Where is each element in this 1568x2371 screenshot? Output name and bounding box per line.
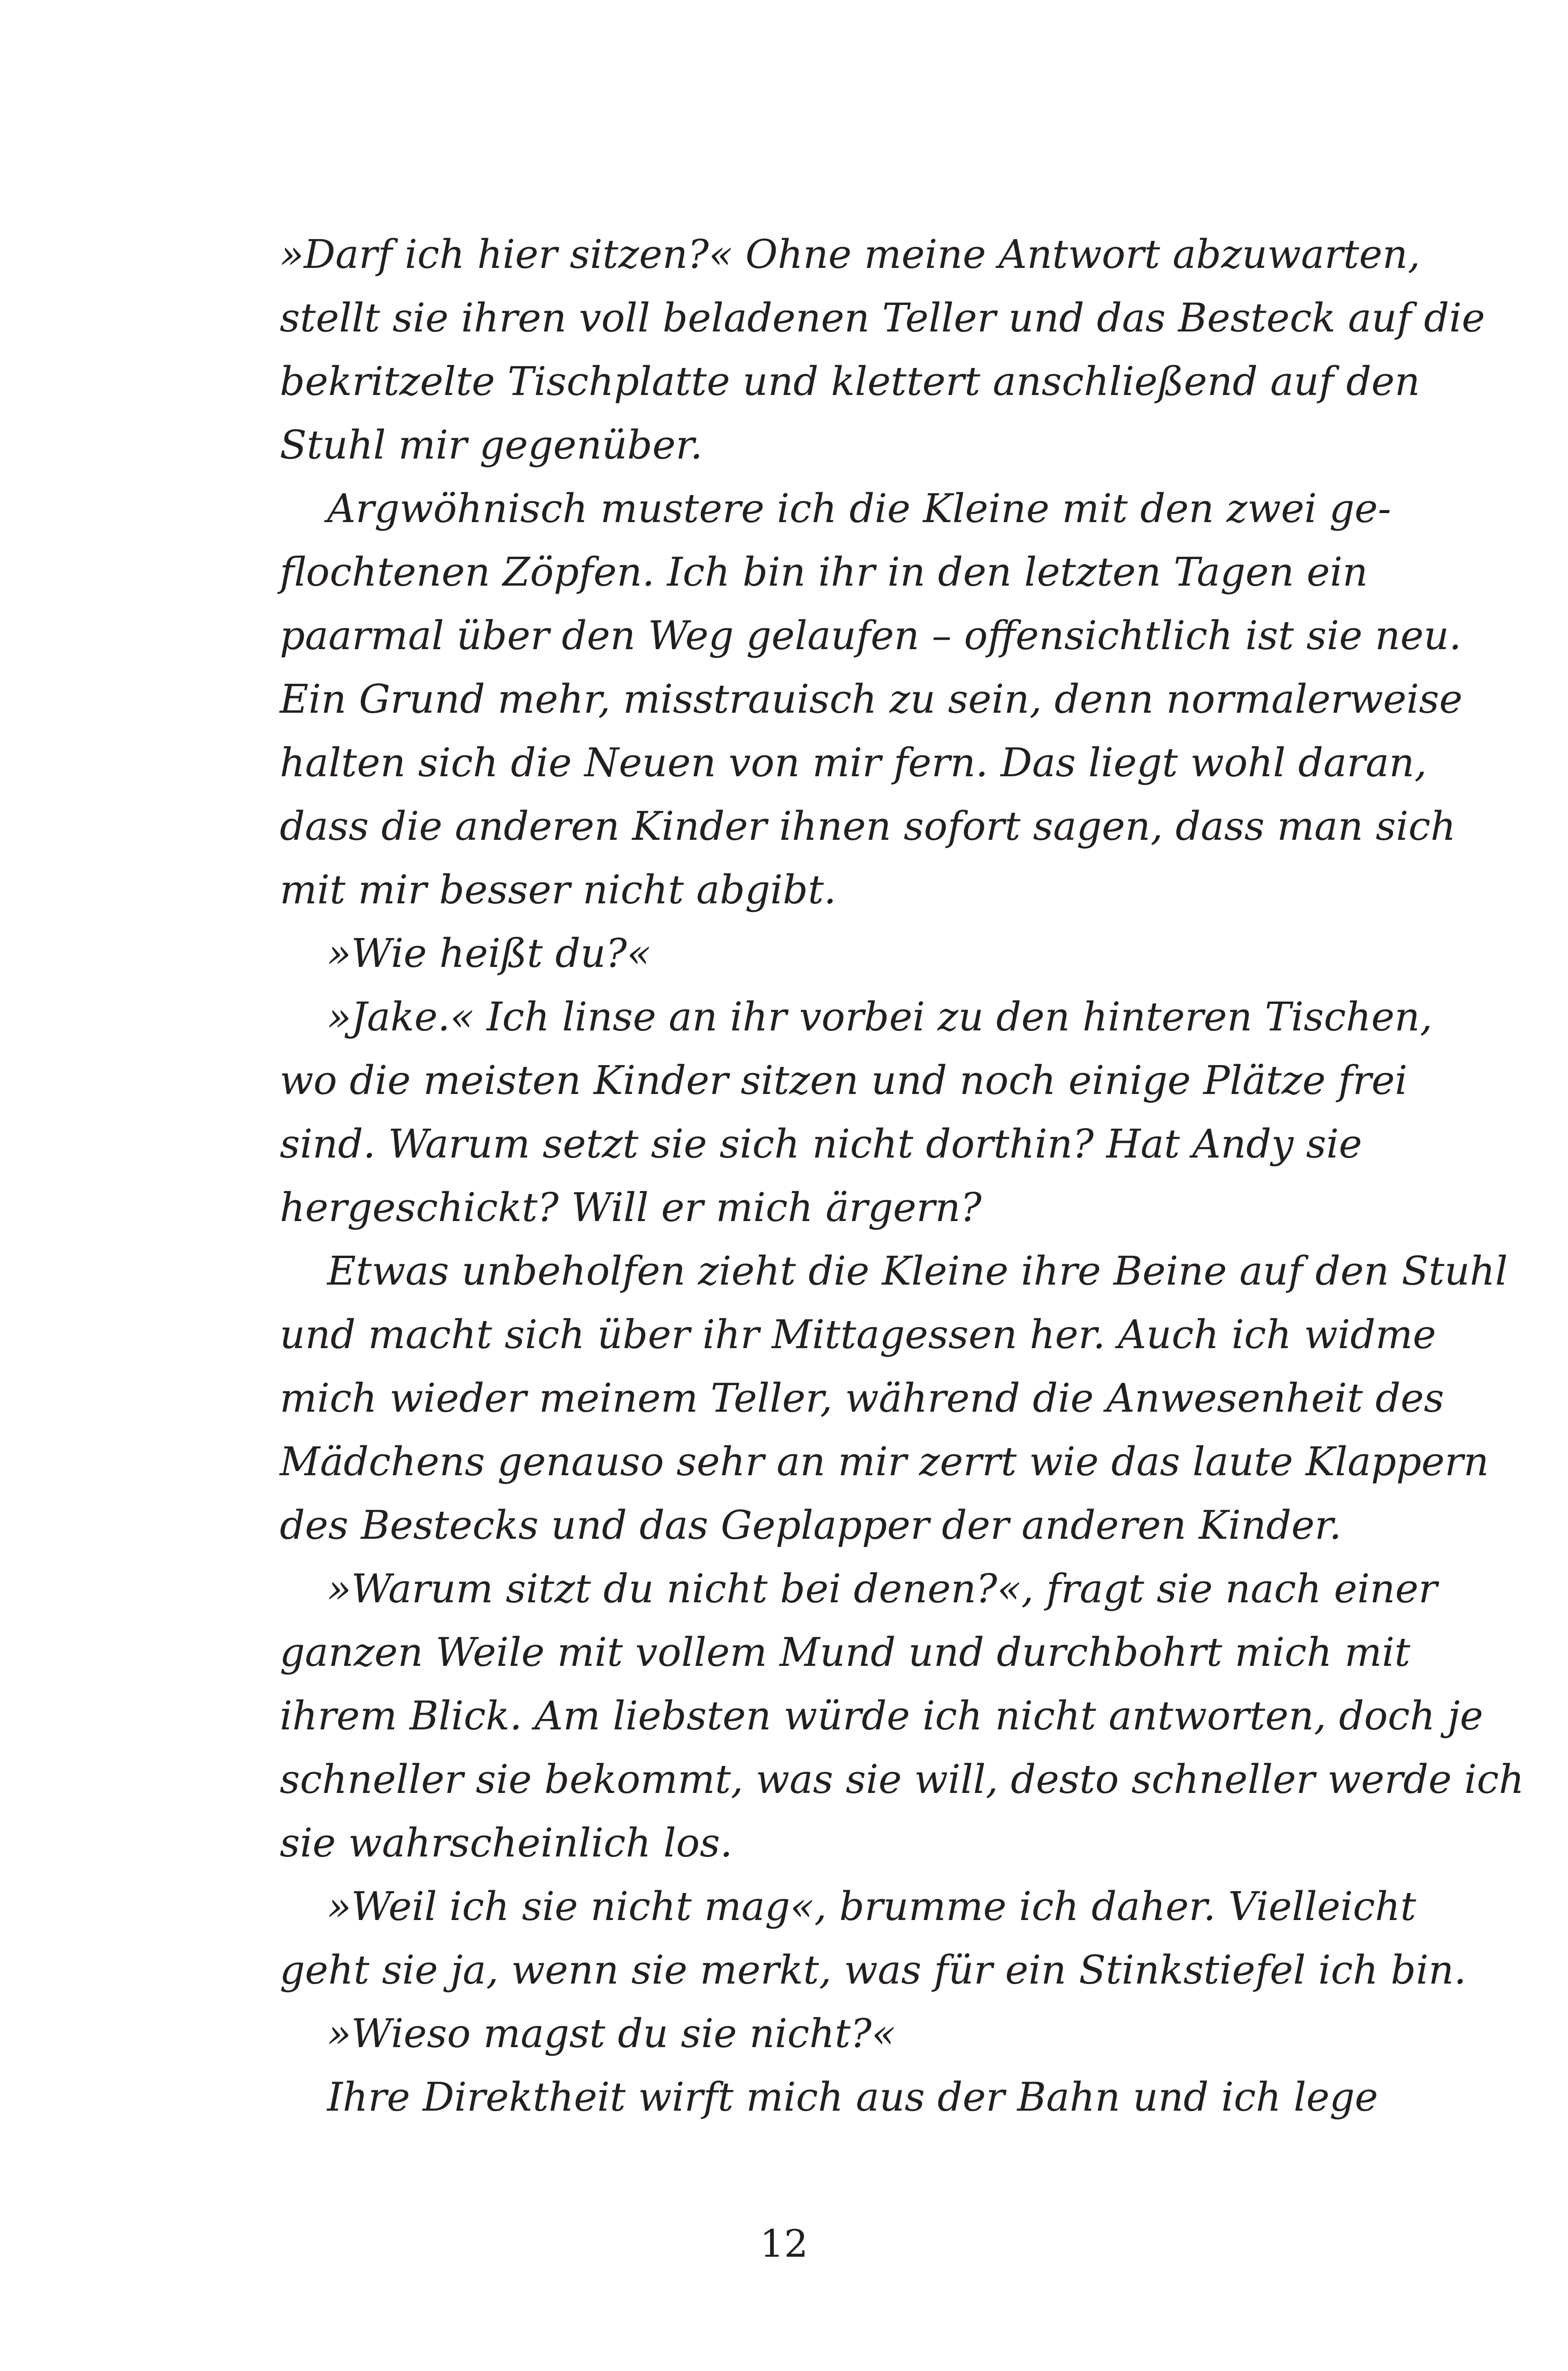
text-line: »Weil ich sie nicht mag«, brumme ich daher. Vielleicht — [327, 1884, 1416, 1930]
text-line: bekritzelte Tischplatte und klettert anschließend auf den — [280, 358, 1420, 404]
text-line: ganzen Weile mit vollem Mund und durchbohrt mich mit — [280, 1629, 1411, 1675]
text-line: und macht sich über ihr Mittagessen her. Auch ich widme — [280, 1312, 1436, 1358]
text-line: des Bestecks und das Geplapper der anderen Kinder. — [280, 1502, 1342, 1548]
text-line: »Warum sitzt du nicht bei denen?«, fragt sie nach einer — [327, 1566, 1438, 1612]
text-line: sie wahrscheinlich los. — [280, 1820, 733, 1866]
text-line: wo die meisten Kinder sitzen und noch einige Plätze frei — [280, 1057, 1408, 1103]
text-line: flochtenen Zöpfen. Ich bin ihr in den letzten Tagen ein — [280, 549, 1368, 595]
text-line: halten sich die Neuen von mir fern. Das liegt wohl daran, — [280, 740, 1427, 786]
text-line: sind. Warum setzt sie sich nicht dorthin? Hat Andy sie — [280, 1121, 1362, 1167]
text-line: ihrem Blick. Am liebsten würde ich nicht antworten, doch je — [280, 1693, 1484, 1739]
text-line: »Jake.« Ich linse an ihr vorbei zu den hinteren Tischen, — [327, 994, 1432, 1040]
text-line: Etwas unbeholfen zieht die Kleine ihre Beine auf den Stuhl — [327, 1248, 1508, 1294]
text-line: schneller sie bekommt, was sie will, desto schneller werde ich — [280, 1756, 1524, 1802]
text-line: paarmal über den Weg gelaufen – offensichtlich ist sie neu. — [280, 613, 1462, 659]
text-line: »Wie heißt du?« — [327, 930, 651, 976]
body-text — [280, 223, 1524, 2129]
text-line: »Wieso magst du sie nicht?« — [327, 2011, 896, 2057]
text-line: mich wieder meinem Teller, während die Anwesenheit des — [280, 1375, 1444, 1421]
text-line: Stuhl mir gegenüber. — [280, 422, 703, 468]
text-line: Argwöhnisch mustere ich die Kleine mit den zwei ge- — [327, 486, 1391, 532]
text-line: Mädchens genauso sehr an mir zerrt wie das laute Klappern — [280, 1439, 1489, 1485]
text-line: Ein Grund mehr, misstrauisch zu sein, denn normalerweise — [280, 676, 1463, 722]
text-line: »Darf ich hier sitzen?« Ohne meine Antwort abzuwarten, — [280, 231, 1421, 277]
text-line: dass die anderen Kinder ihnen sofort sagen, dass man sich — [280, 803, 1456, 849]
text-line: mit mir besser nicht abgibt. — [280, 867, 836, 913]
text-line: geht sie ja, wenn sie merkt, was für ein Stinkstiefel ich bin. — [280, 1947, 1467, 1993]
text-line: hergeschickt? Will er mich ärgern? — [280, 1185, 982, 1231]
text-line: Ihre Direktheit wirft mich aus der Bahn und ich lege — [327, 2074, 1378, 2120]
text-line: stellt sie ihren voll beladenen Teller und das Besteck auf die — [280, 295, 1485, 341]
page-number: 12 — [760, 2222, 808, 2266]
